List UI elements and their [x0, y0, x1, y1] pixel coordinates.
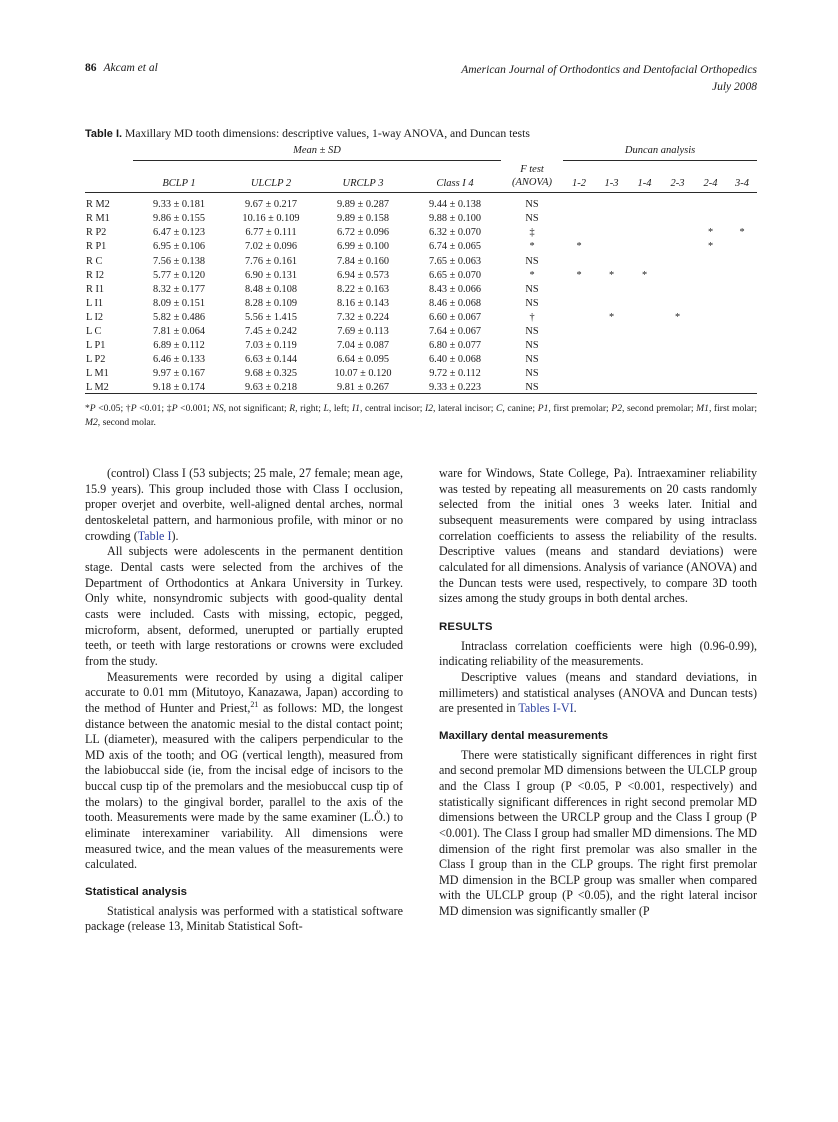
duncan-1-2: [563, 337, 595, 351]
column-header-d13: 1-3: [604, 178, 619, 190]
duncan-1-4: [628, 252, 661, 266]
maxillary-md-table: [85, 145, 757, 397]
tooth-label: L C: [86, 325, 102, 337]
duncan-2-4: [694, 337, 727, 351]
duncan-3-4: [727, 281, 757, 295]
duncan-1-2: [563, 379, 595, 394]
value-class1: 6.74 ± 0.065: [429, 241, 481, 253]
value-bclp: 9.97 ± 0.167: [153, 368, 205, 380]
column-header-d23: 2-3: [670, 178, 685, 190]
value-ulclp: 10.16 ± 0.109: [242, 213, 300, 225]
value-urclp: 8.16 ± 0.143: [337, 297, 389, 309]
paragraph-measurements-text-b: as follows: MD, the longest distance between the anatomic mesial to the distal contact point; LL (diameter), measured with the calipers perpendicular to the MD axis of the tooth; and OG (vertical length), measured from the labiobuccal side (ie, from the incisal edge of incisors to the buccal cusp tip of the premolars and the mesiobuccal cusp tip of the molars) to the gingival border, parallel to the axis of the tooth. Measurements were made by the same examiner (L.Ö.) to eliminate interexaminer variability. All dimensions were measured twice, and the mean values of the measurements were calculated.: [85, 700, 403, 872]
duncan-1-4: [628, 337, 661, 351]
duncan-1-3: [595, 196, 628, 210]
duncan-1-3: [595, 365, 628, 379]
duncan-2-4: [694, 351, 727, 365]
duncan-3-4: [727, 379, 757, 394]
duncan-1-3: [595, 252, 628, 266]
value-urclp: 9.89 ± 0.287: [337, 199, 389, 211]
ftest-significance: NS: [525, 199, 539, 211]
duncan-2-3: [661, 252, 694, 266]
value-bclp: 6.89 ± 0.112: [153, 340, 205, 352]
citation-21[interactable]: 21: [250, 699, 259, 709]
duncan-1-2: [563, 295, 595, 309]
duncan-2-4: [694, 295, 727, 309]
heading-maxillary-dental-measurements: Maxillary dental measurements: [439, 729, 609, 742]
duncan-1-3: [595, 281, 628, 295]
duncan-3-4: [727, 309, 757, 323]
duncan-1-2: *: [576, 241, 582, 253]
value-class1: 7.64 ± 0.067: [429, 325, 481, 337]
paragraph-control-group-end: ).: [171, 528, 179, 543]
tooth-label: L M2: [86, 382, 109, 394]
duncan-3-4: [727, 252, 757, 266]
duncan-1-3: *: [608, 311, 615, 323]
value-urclp: 6.72 ± 0.096: [337, 227, 389, 239]
duncan-2-4: [694, 379, 727, 394]
duncan-2-3: [661, 337, 694, 351]
duncan-2-3: [661, 281, 694, 295]
table-row: [85, 323, 757, 337]
column-header-row-label: [85, 161, 133, 193]
ftest-significance: †: [529, 311, 535, 323]
running-head-right: [461, 62, 757, 95]
duncan-2-4: [694, 252, 727, 266]
ftest-significance: NS: [525, 325, 539, 337]
value-urclp: 7.69 ± 0.113: [337, 325, 389, 337]
tooth-label: R P2: [86, 227, 107, 239]
column-header-ftest-line2: (ANOVA): [511, 176, 553, 188]
ftest-significance: NS: [525, 283, 539, 295]
duncan-1-3: [595, 224, 628, 238]
duncan-3-4: [727, 238, 757, 252]
tooth-label: R M2: [86, 199, 110, 211]
value-ulclp: 9.68 ± 0.325: [245, 368, 297, 380]
duncan-2-3: [661, 351, 694, 365]
tooth-label: R I1: [86, 283, 105, 295]
table-rule-bottom: [85, 394, 757, 398]
table-row: [85, 337, 757, 351]
duncan-1-4: [628, 365, 661, 379]
duncan-1-3: [595, 337, 628, 351]
duncan-2-4: [694, 365, 727, 379]
value-urclp: 7.32 ± 0.224: [337, 311, 389, 323]
value-ulclp: 9.63 ± 0.218: [245, 382, 297, 394]
duncan-3-4: [727, 323, 757, 337]
value-urclp: 9.89 ± 0.158: [337, 213, 389, 225]
table-caption: [85, 126, 757, 141]
group-header-duncan: Duncan analysis: [624, 145, 696, 157]
duncan-1-2: [563, 351, 595, 365]
page-number: 86: [85, 62, 97, 74]
value-ulclp: 8.28 ± 0.109: [245, 297, 297, 309]
column-header-ulclp: ULCLP 2: [250, 178, 292, 190]
duncan-2-4: [694, 323, 727, 337]
table-row: [85, 238, 757, 252]
value-ulclp: 5.56 ± 1.415: [245, 311, 297, 323]
duncan-1-2: [563, 210, 595, 224]
ftest-significance: NS: [525, 297, 539, 309]
paragraph-measurements-text-a: Measurements were recorded by using a digital caliper accurate to 0.01 mm (Mitutoyo, Kanazawa, Japan) according to the method of Hunter and Priest,: [85, 669, 403, 715]
duncan-2-3: [661, 323, 694, 337]
value-class1: 7.65 ± 0.063: [429, 255, 481, 267]
ftest-significance: ‡: [529, 227, 535, 239]
duncan-1-4: [628, 224, 661, 238]
value-urclp: 9.81 ± 0.267: [337, 382, 389, 394]
duncan-3-4: [727, 210, 757, 224]
value-class1: 8.46 ± 0.068: [429, 297, 481, 309]
duncan-2-3: [661, 196, 694, 210]
table-footnote: *P <0.05; †P <0.01; ‡P <0.001; NS, not significant; R, right; L, left; I1, central incisor; I2, lateral incisor; C, canine; P1, first premolar; P2, second premolar; M1, first molar; M2, second molar.: [85, 403, 758, 428]
tooth-label: R P1: [86, 241, 107, 253]
paragraph-control-group-text: (control) Class I (53 subjects; 25 male, 27 female; mean age, 15.9 years). This group included those with Class I occlusion, proper overjet and overbite, well-aligned dental arches, normal dentoskeletal pattern, and harmonious profile, with minor or no crowding (: [85, 466, 403, 543]
value-ulclp: 7.45 ± 0.242: [245, 325, 297, 337]
running-head: [85, 62, 757, 95]
value-class1: 6.65 ± 0.070: [429, 269, 481, 281]
value-bclp: 6.47 ± 0.123: [153, 227, 205, 239]
running-head-authors: Akcam et al: [103, 62, 158, 74]
paragraph-measurements: [85, 670, 403, 874]
duncan-1-2: [563, 281, 595, 295]
value-urclp: 7.04 ± 0.087: [337, 340, 389, 352]
duncan-1-4: [628, 238, 661, 252]
value-class1: 9.88 ± 0.100: [429, 213, 481, 225]
tooth-label: R C: [86, 255, 103, 267]
paragraph-descriptive-values-text: Descriptive values (means and standard deviations, in millimeters) and statistical analyses (ANOVA and Duncan tests) are presented in: [439, 669, 757, 716]
duncan-1-3: [595, 323, 628, 337]
paragraph-control-group: [85, 466, 403, 544]
value-bclp: 7.56 ± 0.138: [153, 255, 205, 267]
column-header-row: [85, 161, 757, 193]
column-header-ftest: [501, 161, 563, 193]
value-urclp: 6.94 ± 0.573: [337, 269, 389, 281]
value-class1: 6.60 ± 0.067: [429, 311, 481, 323]
value-class1: 9.44 ± 0.138: [429, 199, 481, 211]
duncan-1-3: [595, 238, 628, 252]
value-ulclp: 9.67 ± 0.217: [245, 199, 297, 211]
value-urclp: 8.22 ± 0.163: [337, 283, 389, 295]
duncan-3-4: *: [739, 227, 745, 239]
ftest-significance: *: [529, 241, 535, 253]
duncan-2-4: [694, 196, 727, 210]
running-head-left: [85, 62, 158, 74]
value-urclp: 7.84 ± 0.160: [337, 255, 389, 267]
duncan-1-4: [628, 281, 661, 295]
duncan-2-4: [694, 281, 727, 295]
right-column: [439, 466, 757, 935]
paragraph-descriptive-values: [439, 670, 757, 717]
duncan-2-3: [661, 224, 694, 238]
table-row: [85, 196, 757, 210]
table-row: [85, 365, 757, 379]
column-header-class1: Class I 4: [436, 178, 474, 190]
value-class1: 8.43 ± 0.066: [429, 283, 481, 295]
heading-results: RESULTS: [439, 620, 493, 633]
paragraph-descriptive-values-end: .: [573, 701, 577, 716]
paragraph-intraclass: Intraclass correlation coefficients were high (0.96-0.99), indicating reliability of the measurements.: [439, 638, 757, 669]
table-row: [85, 295, 757, 309]
body-columns: [85, 466, 757, 935]
column-header-d24: 2-4: [703, 178, 718, 190]
paragraph-maxillary-findings: There were statistically significant differences in right first and second premolar MD dimensions between the ULCLP group and the Class I group (P <0.05, P <0.001, respectively) and statistically significant differences in right second premolar MD dimensions between the URCLP group and the Class I group (P <0.001). The Class I group had smaller MD dimensions. The MD dimension of the right first premolar was also smaller in the Class I group than in the CLP groups. The right first premolar MD dimension in the BCLP group was smaller when compared with the ULCLP group (P <0.05), and the right lateral incisor MD dimension was significantly smaller (P: [439, 747, 757, 919]
duncan-3-4: [727, 196, 757, 210]
value-urclp: 6.99 ± 0.100: [337, 241, 389, 253]
column-header-bclp: BCLP 1: [162, 178, 196, 190]
left-column: [85, 466, 403, 935]
duncan-3-4: [727, 337, 757, 351]
value-bclp: 7.81 ± 0.064: [153, 325, 205, 337]
duncan-1-2: [563, 196, 595, 210]
paragraph-statistical-analysis: Statistical analysis was performed with a statistical software package (release 13, Minitab Statistical Soft-: [85, 903, 403, 934]
value-bclp: 9.33 ± 0.181: [153, 199, 205, 211]
table-row: [85, 379, 757, 394]
tooth-label: L P2: [86, 354, 106, 366]
tooth-label: L M1: [86, 368, 109, 380]
duncan-1-3: *: [608, 269, 615, 281]
value-class1: 6.80 ± 0.077: [429, 340, 481, 352]
value-bclp: 5.82 ± 0.486: [153, 311, 205, 323]
column-header-d12: 1-2: [572, 178, 587, 190]
duncan-1-3: [595, 210, 628, 224]
column-header-d34: 3-4: [735, 178, 750, 190]
value-urclp: 10.07 ± 0.120: [334, 368, 392, 380]
group-header-row: [85, 145, 757, 158]
duncan-1-2: [563, 252, 595, 266]
value-bclp: 8.32 ± 0.177: [153, 283, 205, 295]
ftest-significance: NS: [525, 255, 539, 267]
table-row: [85, 224, 757, 238]
duncan-1-4: [628, 379, 661, 394]
duncan-3-4: [727, 267, 757, 281]
ftest-significance: NS: [525, 368, 539, 380]
column-header-urclp: URCLP 3: [342, 178, 384, 190]
tooth-label: L I2: [86, 311, 104, 323]
value-urclp: 6.64 ± 0.095: [337, 354, 389, 366]
value-ulclp: 6.90 ± 0.131: [245, 269, 297, 281]
table-row: [85, 281, 757, 295]
table-foot: [85, 394, 757, 398]
table-row: [85, 351, 757, 365]
tooth-label: R M1: [86, 213, 110, 225]
paragraph-subjects: All subjects were adolescents in the permanent dentition stage. Dental casts were selected from the archives of the Department of Orthodontics at Ankara University in Turkey. Only white, nonsyndromic subjects with good-quality dental casts were included. Casts with missing, ectopic, pegged, microform, absent, deformed, unerupted or partially erupted teeth, or teeth with large restorations or crowns were excluded from the study.: [85, 544, 403, 668]
value-class1: 6.40 ± 0.068: [429, 354, 481, 366]
duncan-1-3: [595, 295, 628, 309]
paragraph-software-reliability: ware for Windows, State College, Pa). Intraexaminer reliability was tested by repeating all measurements on 20 casts randomly selected from the initial ones 3 weeks later. Initial and subsequent measurements were compared by using intraclass correlation coefficients to assess the reliability of the results. Descriptive values (means and standard deviations) were calculated for all dimensions. Analysis of variance (ANOVA) and the Duncan tests were used, respectively, to compare 3D tooth sizes among the study groups in both dental arches.: [439, 466, 757, 606]
value-ulclp: 7.76 ± 0.161: [245, 255, 297, 267]
duncan-1-4: [628, 351, 661, 365]
duncan-1-3: [595, 379, 628, 394]
table-row: [85, 210, 757, 224]
value-ulclp: 7.02 ± 0.096: [245, 241, 297, 253]
duncan-2-4: *: [707, 241, 714, 253]
duncan-2-3: [661, 210, 694, 224]
duncan-2-3: *: [674, 311, 681, 323]
value-ulclp: 8.48 ± 0.108: [245, 283, 297, 295]
tooth-label: L P1: [86, 340, 106, 352]
ftest-significance: NS: [525, 354, 539, 366]
ftest-significance: NS: [525, 213, 539, 225]
duncan-1-3: [595, 351, 628, 365]
column-header-ftest-line1: F test: [520, 163, 544, 175]
table-row: [85, 252, 757, 266]
ftest-significance: NS: [525, 340, 539, 352]
value-ulclp: 7.03 ± 0.119: [245, 340, 297, 352]
duncan-1-4: [628, 309, 661, 323]
duncan-1-4: [628, 295, 661, 309]
duncan-2-3: [661, 238, 694, 252]
group-header-mean-sd: Mean ± SD: [293, 145, 341, 157]
duncan-1-4: [628, 323, 661, 337]
ftest-significance: *: [529, 269, 535, 281]
value-bclp: 8.09 ± 0.151: [153, 297, 205, 309]
duncan-2-3: [661, 267, 694, 281]
value-bclp: 9.18 ± 0.174: [153, 382, 205, 394]
value-bclp: 6.46 ± 0.133: [153, 354, 205, 366]
duncan-2-3: [661, 295, 694, 309]
tooth-label: R I2: [86, 269, 105, 281]
table-row: [85, 309, 757, 323]
value-ulclp: 6.63 ± 0.144: [245, 354, 297, 366]
duncan-1-4: [628, 196, 661, 210]
duncan-1-4: *: [641, 269, 648, 281]
heading-statistical-analysis: Statistical analysis: [85, 886, 187, 899]
duncan-2-4: [694, 267, 727, 281]
xref-tables-1-6[interactable]: Tables I-VI: [518, 701, 574, 716]
duncan-2-3: [661, 379, 694, 394]
issue-date: July 2008: [711, 80, 757, 93]
table-block: [85, 126, 757, 430]
table-body: [85, 196, 757, 394]
duncan-1-4: [628, 210, 661, 224]
value-class1: 9.33 ± 0.223: [429, 382, 481, 394]
column-header-d14: 1-4: [637, 178, 652, 190]
duncan-2-4: [694, 210, 727, 224]
table-row: [85, 267, 757, 281]
duncan-2-4: [694, 309, 727, 323]
value-class1: 6.32 ± 0.070: [429, 227, 481, 239]
journal-title: American Journal of Orthodontics and Dentofacial Orthopedics: [461, 64, 757, 76]
value-class1: 9.72 ± 0.112: [429, 368, 481, 380]
value-bclp: 5.77 ± 0.120: [153, 269, 205, 281]
ftest-significance: NS: [525, 382, 539, 394]
table-caption-text: Maxillary MD tooth dimensions: descriptive values, 1-way ANOVA, and Duncan tests: [125, 127, 530, 140]
table-head: [85, 145, 757, 196]
duncan-1-2: *: [576, 269, 582, 281]
duncan-2-4: *: [707, 227, 714, 239]
duncan-3-4: [727, 295, 757, 309]
duncan-1-2: [563, 365, 595, 379]
value-bclp: 6.95 ± 0.106: [153, 241, 205, 253]
value-ulclp: 6.77 ± 0.111: [245, 227, 297, 239]
duncan-3-4: [727, 351, 757, 365]
duncan-1-2: [563, 323, 595, 337]
table-label: Table I.: [85, 128, 123, 140]
tooth-label: L I1: [86, 297, 104, 309]
duncan-1-2: [563, 224, 595, 238]
value-bclp: 9.86 ± 0.155: [153, 213, 205, 225]
duncan-2-3: [661, 365, 694, 379]
xref-table-1[interactable]: Table I: [137, 528, 172, 543]
duncan-1-2: [563, 309, 595, 323]
duncan-3-4: [727, 365, 757, 379]
